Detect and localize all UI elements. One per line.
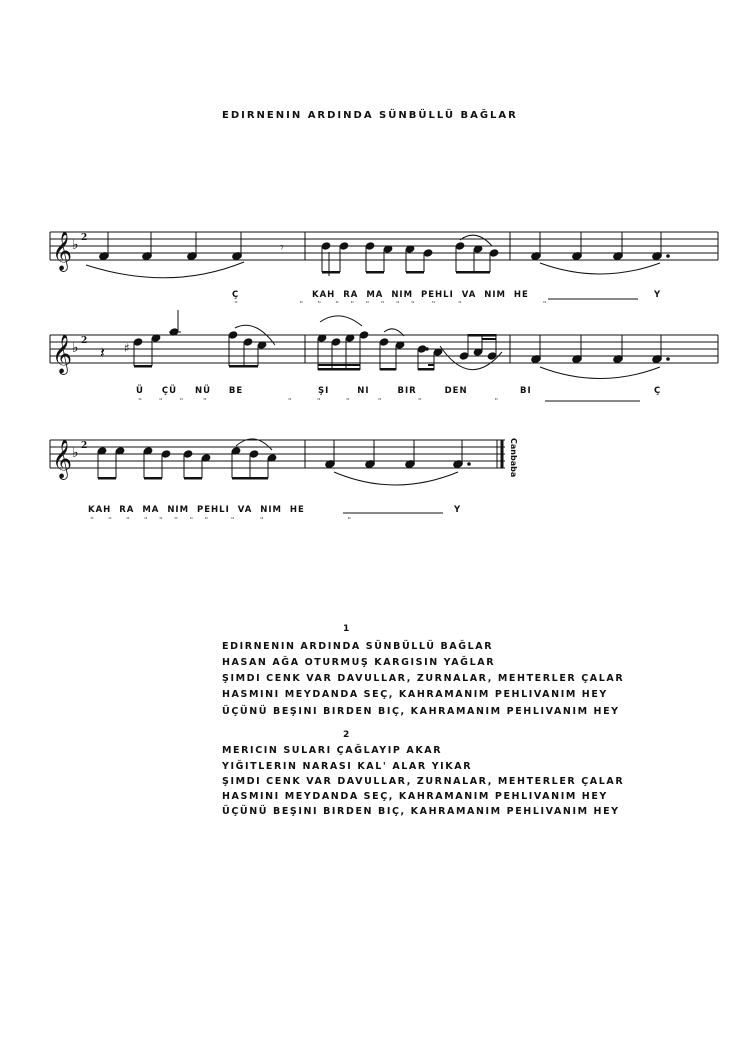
- verse-2-line-1: MERICIN SULARI ÇAĞLAYIP AKAR: [222, 745, 443, 756]
- lyric-row1-c: Y: [654, 290, 662, 300]
- treble-clef-icon: 𝄞: [52, 231, 73, 271]
- dots-row3: ¨ ¨ ¨ ¨ ¨ ¨ ¨ ¨ ¨ ¨ ¨: [90, 517, 352, 526]
- verse-1-line-1: EDIRNENIN ARDINDA SÜNBÜLLÜ BAĞLAR: [222, 641, 494, 652]
- svg-text:2: 2: [81, 441, 88, 451]
- lyric-row2-d: Ç: [654, 386, 662, 396]
- treble-clef-icon: 𝄞: [52, 334, 73, 374]
- lyric-row2-c: BI: [520, 386, 532, 396]
- lyric-row2-b: ŞI NI BIR DEN: [318, 386, 468, 396]
- verse-2-line-5: ÜÇÜNÜ BEŞINI BIRDEN BIÇ, KAHRAMANIM PEHLIVANIM HEY: [222, 806, 620, 817]
- arranger-credit: Canbaba: [509, 438, 518, 478]
- verse-1-line-3: ŞIMDI CENK VAR DAVULLAR, ZURNALAR, MEHTERLER ÇALAR: [222, 673, 625, 684]
- verse-2-line-2: YIĞITLERIN NARASI KAL' ALAR YIKAR: [222, 761, 473, 772]
- lyric-row1-b: KAH RA MA NIM PEHLI VA NIM HE: [312, 290, 529, 300]
- svg-text:♭: ♭: [72, 445, 79, 461]
- measure-1-2: [321, 235, 499, 276]
- treble-clef-icon: 𝄞: [52, 439, 73, 479]
- lyric-row3-b: Y: [454, 505, 462, 515]
- verse-number-1: 1: [343, 624, 350, 634]
- verse-2-line-4: HASMINI MEYDANDA SEÇ, KAHRAMANIM PEHLIVANIM HEY: [222, 791, 608, 802]
- measure-2-1: [100, 310, 275, 368]
- dots-row1: ¨ ¨ ¨ ¨ ¨ ¨ ¨ ¨ ¨ ¨ ¨ ¨: [234, 301, 547, 310]
- verse-1-line-2: HASAN AĞA OTURMUŞ KARGISIN YAĞLAR: [222, 657, 496, 668]
- verse-1-line-4: HASMINI MEYDANDA SEÇ, KAHRAMANIM PEHLIVANIM HEY: [222, 689, 608, 700]
- verse-2-line-3: ŞIMDI CENK VAR DAVULLAR, ZURNALAR, MEHTERLER ÇALAR: [222, 776, 625, 787]
- svg-text:♭: ♭: [72, 237, 79, 253]
- svg-text:2: 2: [81, 233, 88, 243]
- svg-text:♯: ♯: [124, 341, 130, 355]
- measure-3-1: [97, 439, 277, 480]
- measure-2-2: [317, 316, 502, 371]
- svg-text:2: 2: [81, 336, 88, 346]
- dots-row2: ¨ ¨ ¨ ¨ ¨ ¨ ¨ ¨ ¨ ¨: [138, 398, 499, 407]
- svg-text:𝄽: 𝄽: [100, 343, 105, 362]
- verse-1-line-5: ÜÇÜNÜ BEŞINI BIRDEN BIÇ, KAHRAMANIM PEHLIVANIM HEY: [222, 706, 620, 717]
- lyric-row1-a: Ç: [232, 290, 240, 300]
- svg-text:♭: ♭: [72, 340, 79, 356]
- lyric-row3-a: KAH RA MA NIM PEHLI VA NIM HE: [88, 505, 305, 515]
- lyric-row2-a: Ü ÇÜ NÜ BE: [136, 386, 244, 396]
- svg-text:𝄾: 𝄾: [280, 240, 284, 256]
- song-title: EDIRNENIN ARDINDA SÜNBÜLLÜ BAĞLAR: [222, 110, 518, 121]
- verse-number-2: 2: [343, 730, 350, 740]
